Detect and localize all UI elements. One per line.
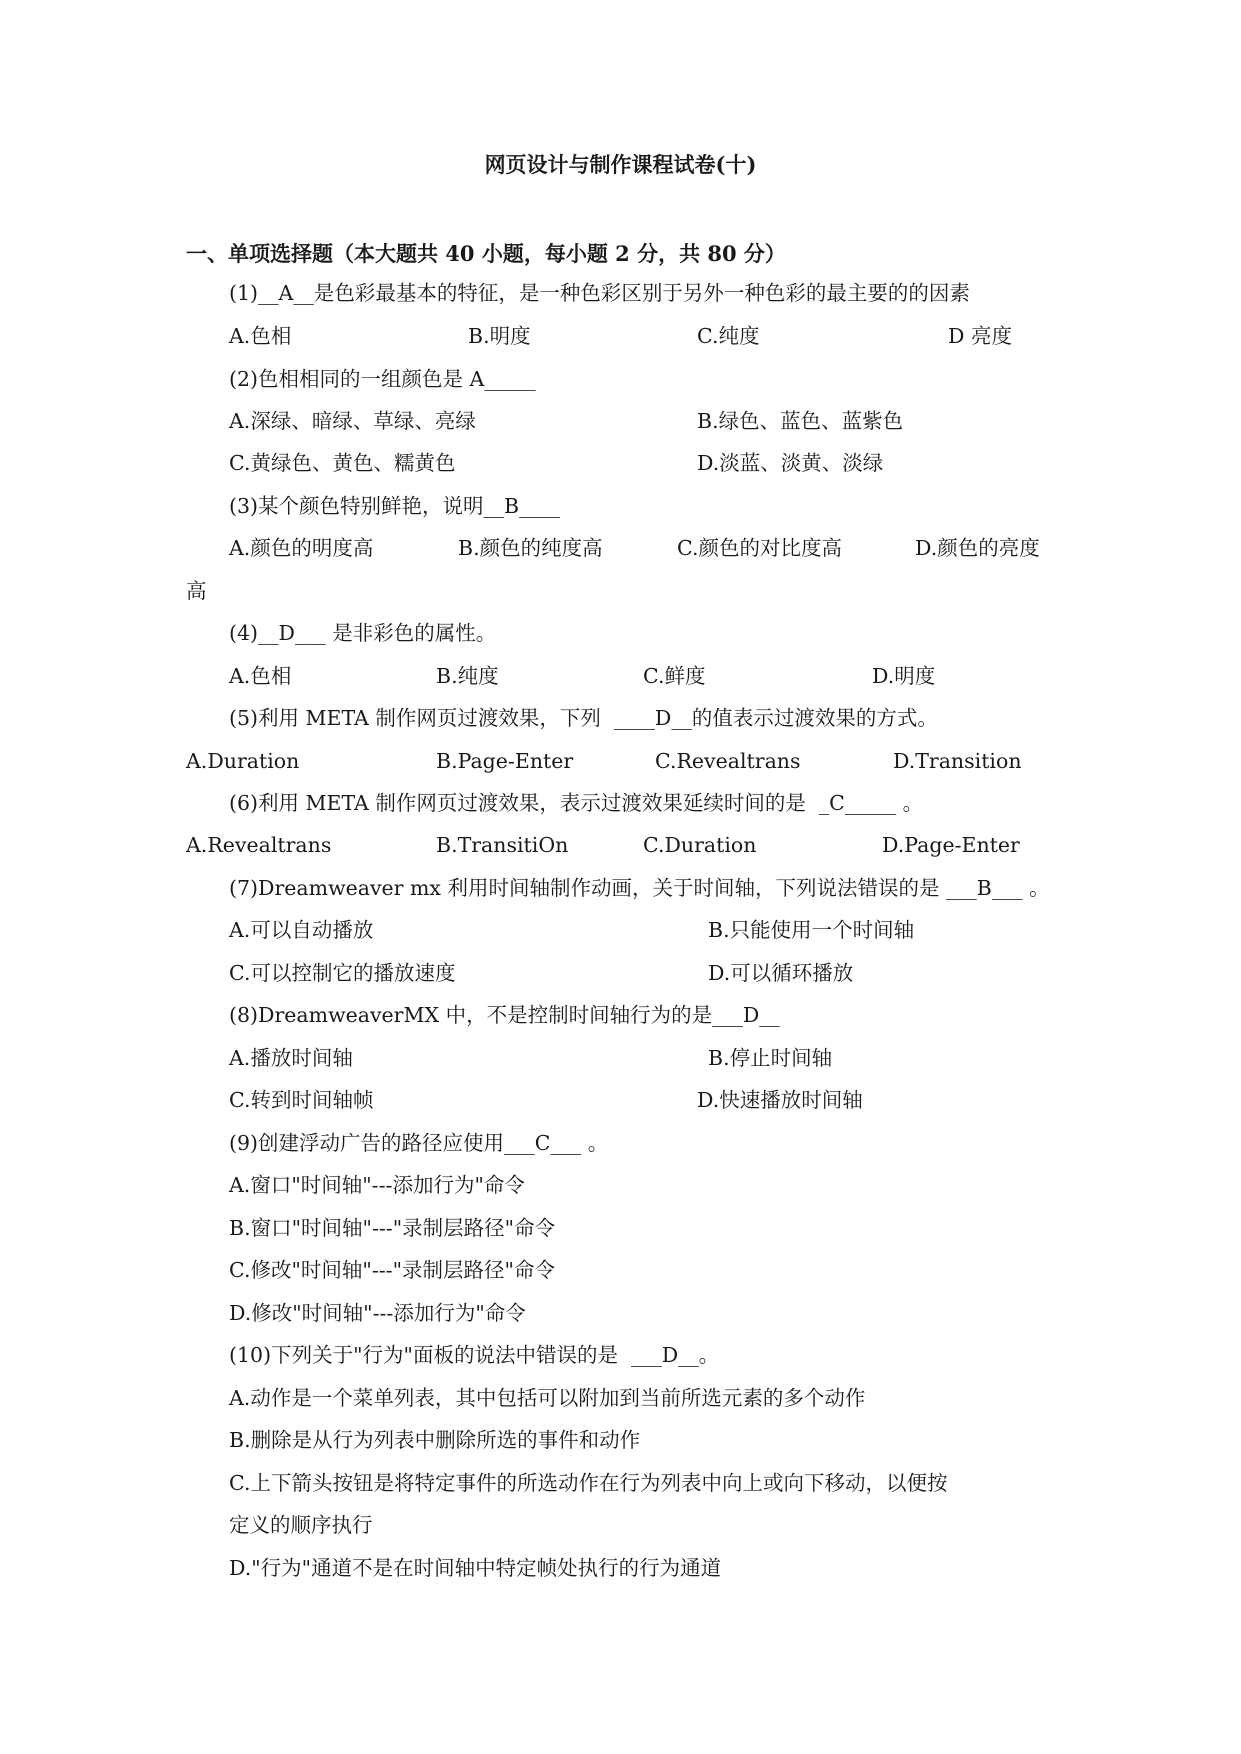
q6-option-b: B.TransitiOn [436, 833, 569, 857]
q9-option-c: C.修改"时间轴"---"录制层路径"命令 [229, 1258, 555, 1282]
q4-option-d: D.明度 [872, 664, 936, 688]
q5-option-a: A.Duration [186, 749, 300, 773]
question-8-stem: (8)DreamweaverMX 中，不是控制时间轴行为的是___D__ [229, 1003, 780, 1027]
q10-option-c-wrap: 定义的顺序执行 [229, 1513, 373, 1537]
q3-option-c: C.颜色的对比度高 [677, 536, 842, 560]
q9-option-b: B.窗口"时间轴"---"录制层路径"命令 [229, 1216, 556, 1240]
q4-option-a: A.色相 [229, 664, 292, 688]
q5-option-c: C.Revealtrans [655, 749, 801, 773]
q8-option-b: B.停止时间轴 [708, 1046, 833, 1070]
q10-option-c: C.上下箭头按钮是将特定事件的所选动作在行为列表中向上或向下移动，以便按 [229, 1471, 948, 1495]
question-9-stem: (9)创建浮动广告的路径应使用___C___ 。 [229, 1131, 609, 1155]
question-1-stem: (1)__A__是色彩最基本的特征，是一种色彩区别于另外一种色彩的最主要的的因素 [229, 281, 970, 305]
section-heading: 一、单项选择题（本大题共 40 小题，每小题 2 分，共 80 分） [186, 241, 786, 266]
q10-option-a: A.动作是一个菜单列表，其中包括可以附加到当前所选元素的多个动作 [229, 1386, 866, 1410]
q8-option-d: D.快速播放时间轴 [697, 1088, 863, 1112]
q6-option-c: C.Duration [643, 833, 757, 857]
q10-option-d: D."行为"通道不是在时间轴中特定帧处执行的行为通道 [229, 1556, 722, 1580]
page-title: 网页设计与制作课程试卷(十) [484, 152, 757, 177]
q8-option-c: C.转到时间轴帧 [229, 1088, 374, 1112]
q9-option-a: A.窗口"时间轴"---添加行为"命令 [229, 1173, 525, 1197]
question-4-stem: (4)__D___ 是非彩色的属性。 [229, 621, 497, 645]
question-5-stem: (5)利用 META 制作网页过渡效果，下列 ____D__的值表示过渡效果的方式。 [229, 706, 938, 730]
q10-option-b: B.删除是从行为列表中删除所选的事件和动作 [229, 1428, 641, 1452]
question-10-stem: (10)下列关于"行为"面板的说法中错误的是 ___D__。 [229, 1343, 720, 1367]
q7-option-a: A.可以自动播放 [229, 918, 374, 942]
q3-option-d: D.颜色的亮度 [915, 536, 1040, 560]
q7-option-b: B.只能使用一个时间轴 [708, 918, 915, 942]
question-2-stem: (2)色相相同的一组颜色是 A_____ [229, 367, 536, 391]
q6-option-d: D.Page-Enter [882, 833, 1020, 857]
q8-option-a: A.播放时间轴 [229, 1046, 353, 1070]
question-3-stem: (3)某个颜色特别鲜艳，说明__B____ [229, 494, 561, 518]
q2-option-b: B.绿色、蓝色、蓝紫色 [697, 409, 904, 433]
q5-option-d: D.Transition [893, 749, 1022, 773]
q7-option-c: C.可以控制它的播放速度 [229, 961, 456, 985]
q3-option-d-wrap: 高 [186, 579, 207, 603]
q9-option-d: D.修改"时间轴"---添加行为"命令 [229, 1301, 526, 1325]
q4-option-b: B.纯度 [436, 664, 499, 688]
q2-option-d: D.淡蓝、淡黄、淡绿 [697, 451, 884, 475]
q3-option-a: A.颜色的明度高 [229, 536, 374, 560]
q1-option-a: A.色相 [229, 324, 292, 348]
q1-option-c: C.纯度 [697, 324, 760, 348]
q4-option-c: C.鲜度 [643, 664, 706, 688]
question-6-stem: (6)利用 META 制作网页过渡效果，表示过渡效果延续时间的是 _C_____ 。 [229, 791, 924, 815]
q3-option-b: B.颜色的纯度高 [458, 536, 603, 560]
q2-option-a: A.深绿、暗绿、草绿、亮绿 [229, 409, 476, 433]
q2-option-c: C.黄绿色、黄色、糯黄色 [229, 451, 456, 475]
q5-option-b: B.Page-Enter [436, 749, 574, 773]
q7-option-d: D.可以循环播放 [708, 961, 854, 985]
question-7-stem: (7)Dreamweaver mx 利用时间轴制作动画，关于时间轴，下列说法错误的是 ___B___ 。 [229, 876, 1050, 900]
q1-option-d: D 亮度 [948, 324, 1012, 348]
q1-option-b: B.明度 [468, 324, 531, 348]
q6-option-a: A.Revealtrans [186, 833, 332, 857]
